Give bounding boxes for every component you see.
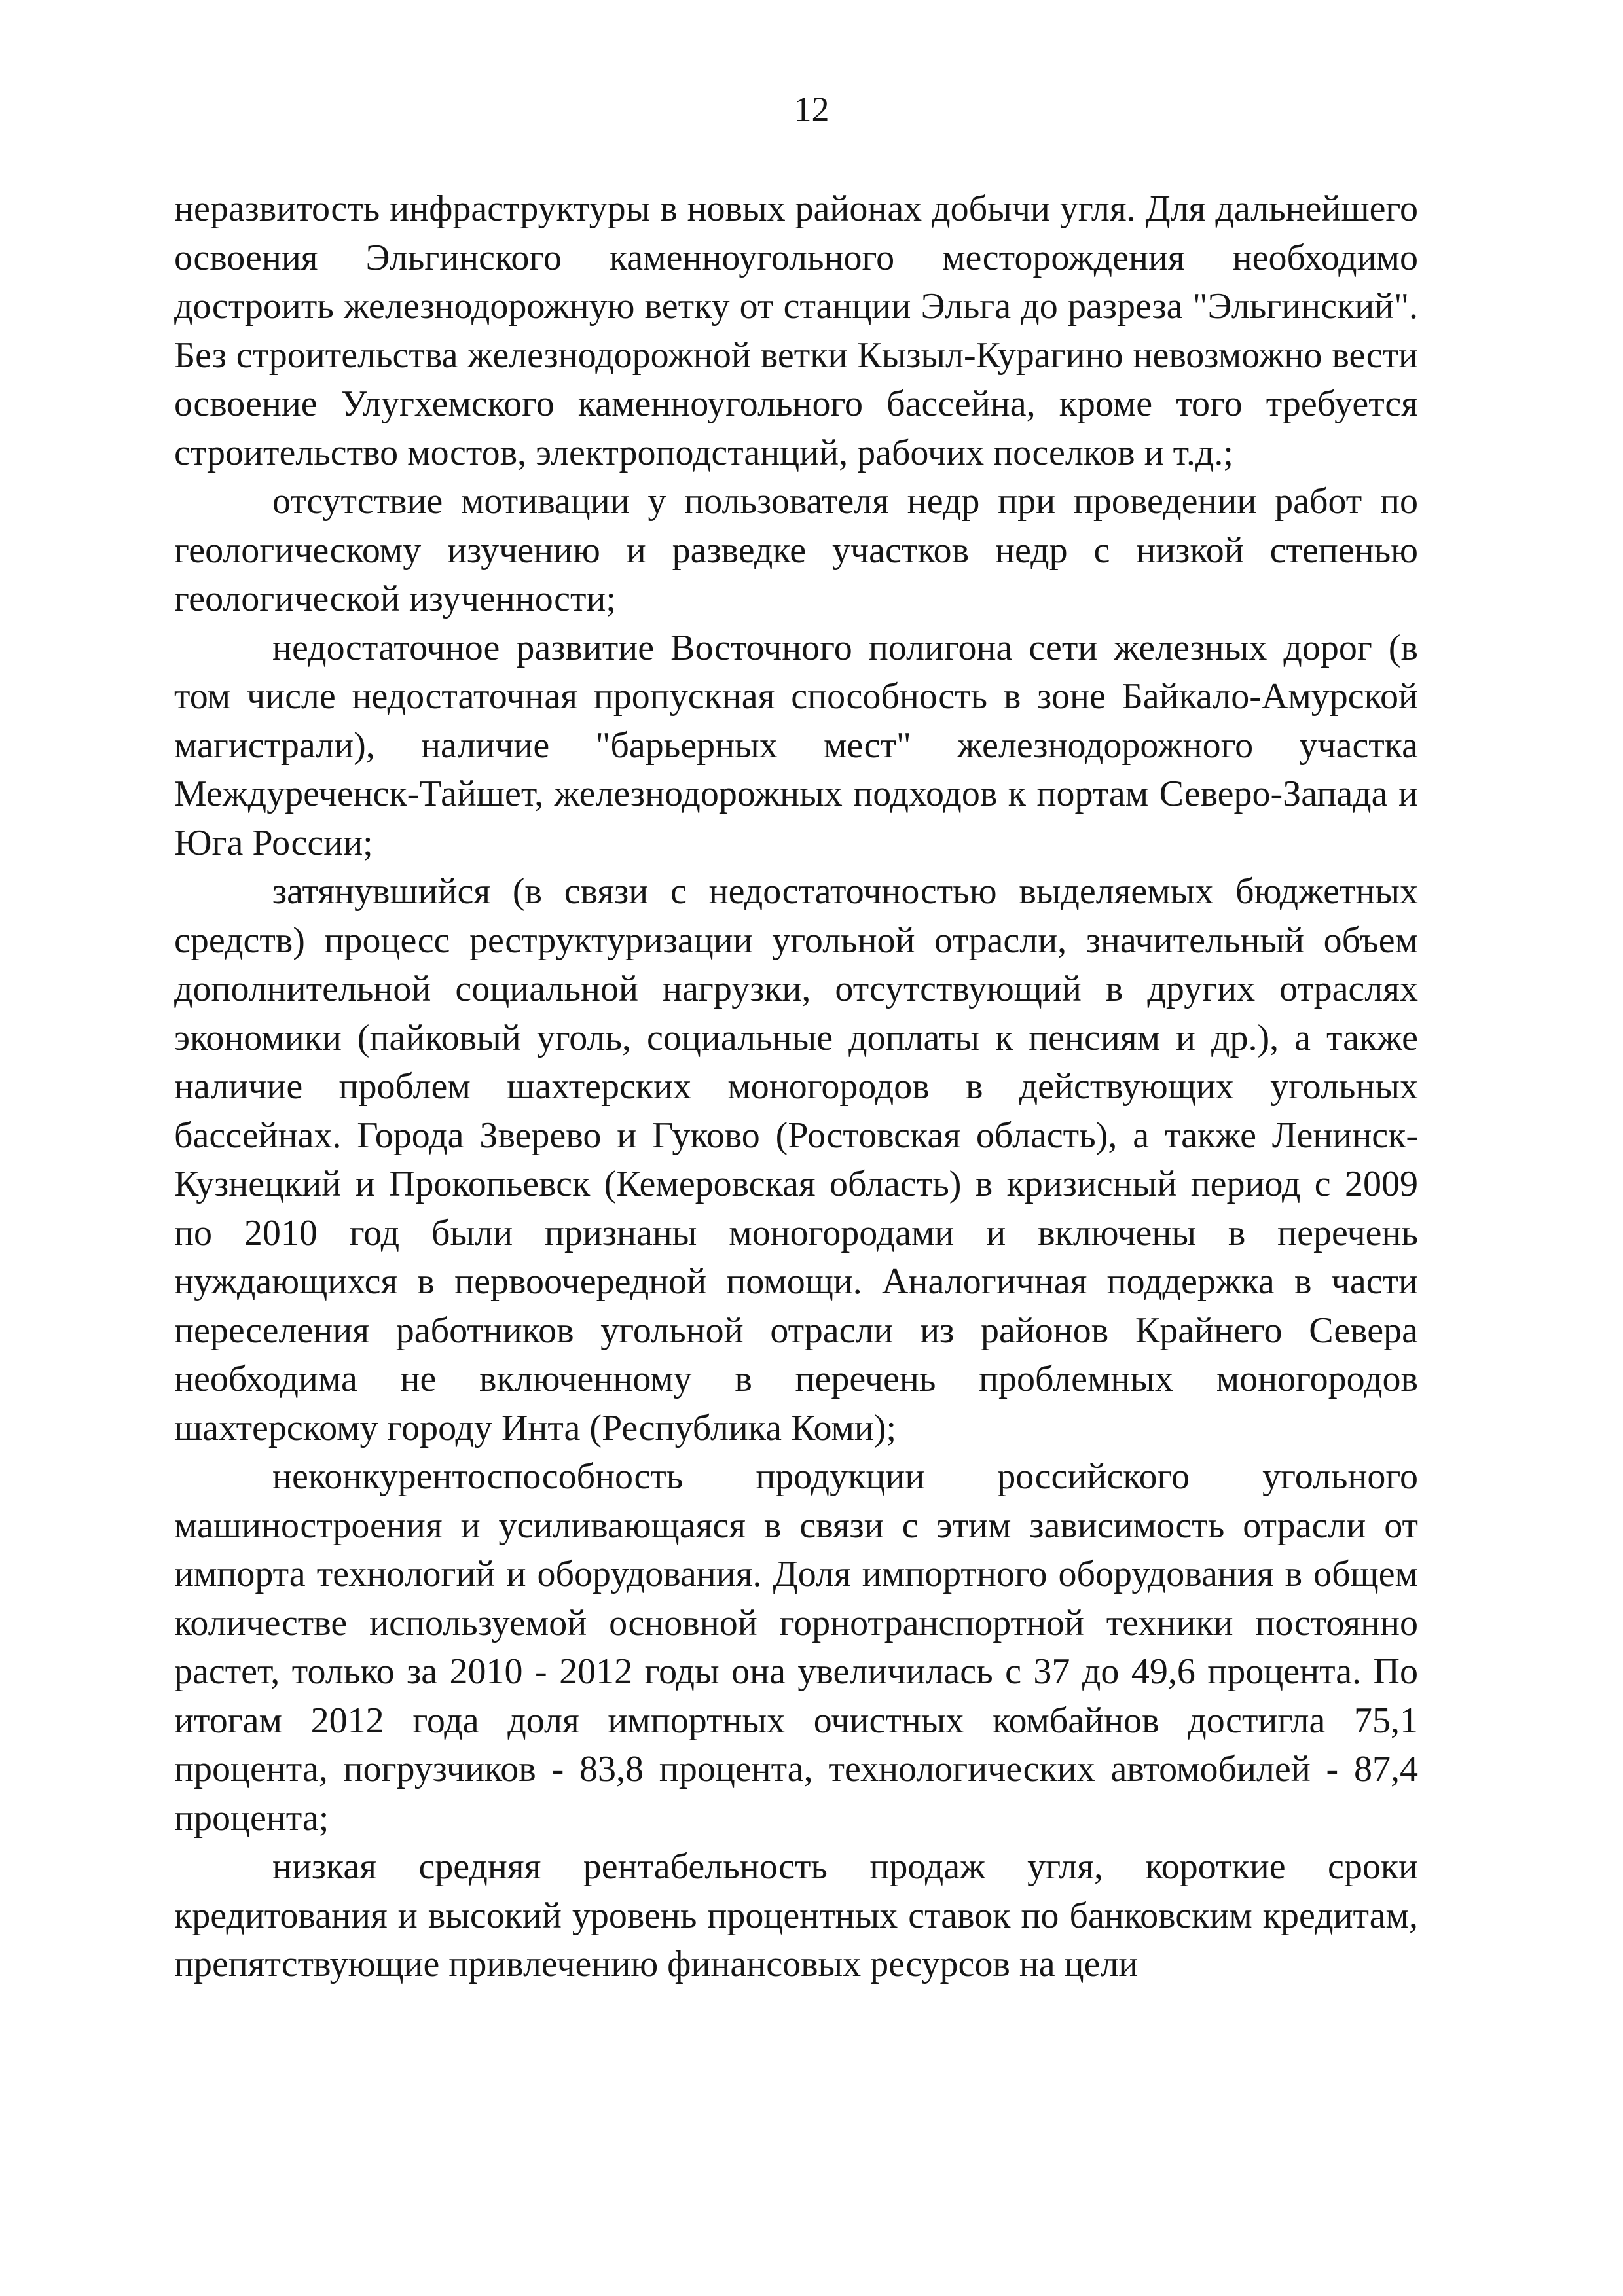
paragraph-motivation: отсутствие мотивации у пользователя недр при проведении работ по геологическому изучению и разведке участков недр с низкой степенью геологической изученности; bbox=[174, 481, 1418, 619]
paragraph-infrastructure: неразвитость инфраструктуры в новых районах добычи угля. Для дальнейшего освоения Эльгинского каменноугольного месторождения необходимо достроить железнодорожную ветку от станции Эльга до разреза "Эльгинский". Без строительства железнодорожной ветки Кызыл-Курагино невозможно вести освоение Улугхемского каменноугольного бассейна, кроме того требуется строительство мостов, электроподстанций, рабочих поселков и т.д.; bbox=[174, 188, 1418, 473]
paragraph-railways: недостаточное развитие Восточного полигона сети железных дорог (в том числе недостаточная пропускная способность в зоне Байкало-Амурской магистрали), наличие "барьерных мест" железнодорожного участка Междуреченск-Тайшет, железнодорожных подходов к портам Северо-Запада и Юга России; bbox=[174, 627, 1418, 863]
page-number: 12 bbox=[793, 90, 830, 129]
paragraph-profitability: низкая средняя рентабельность продаж угля, короткие сроки кредитования и высокий уровень процентных ставок по банковским кредитам, препятствующие привлечению финансовых ресурсов на цели bbox=[174, 1846, 1418, 1984]
document-body bbox=[174, 185, 1418, 1989]
paragraph-import-dependence: неконкурентоспособность продукции российского угольного машиностроения и усиливающаяся в связи с этим зависимость отрасли от импорта технологий и оборудования. Доля импортного оборудования в общем количестве используемой основной горнотранспортной техники постоянно растет, только за 2010 - 2012 годы она увеличилась с 37 до 49,6 процента. По итогам 2012 года доля импортных очистных комбайнов достигла 75,1 процента, погрузчиков - 83,8 процента, технологических автомобилей - 87,4 процента; bbox=[174, 1456, 1418, 1839]
paragraph-restructuring: затянувшийся (в связи с недостаточностью выделяемых бюджетных средств) процесс реструктуризации угольной отрасли, значительный объем дополнительной социальной нагрузки, отсутствующий в других отраслях экономики (пайковый уголь, социальные доплаты к пенсиям и др.), а также наличие проблем шахтерских моногородов в действующих угольных бассейнах. Города Зверево и Гуково (Ростовская область), а также Ленинск-Кузнецкий и Прокопьевск (Кемеровская область) в кризисный период с 2009 по 2010 год были признаны моногородами и включены в перечень нуждающихся в первоочередной помощи. Аналогичная поддержка в части переселения работников угольной отрасли из районов Крайнего Севера необходима не включенному в перечень проблемных моногородов шахтерскому городу Инта (Республика Коми); bbox=[174, 871, 1418, 1448]
